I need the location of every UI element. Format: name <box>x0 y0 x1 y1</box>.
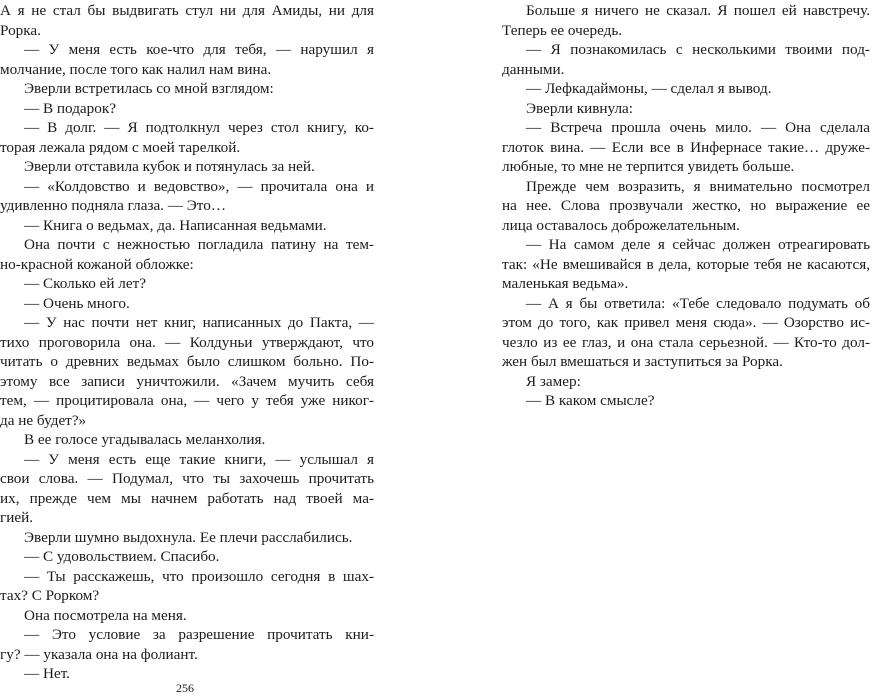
text-line: их, прежде чем мы начнем работать над твоей ма- <box>0 489 374 507</box>
text-line: — «Колдовство и ведовство», — прочитала она и <box>24 177 374 195</box>
text-line: глоток вина. — Если все в Инфернасе такие… друже- <box>502 138 870 156</box>
text-line: свои слова. — Подумал, что ты захочешь прочитать <box>0 470 374 487</box>
text-line: на нее. Слова прозвучали жестко, но выражение ее <box>502 197 870 214</box>
page-number: 256 <box>176 681 194 695</box>
text-line: — В долг. — Я подтолкнул через стол книгу, ко- <box>24 119 374 136</box>
text-line: торая лежала рядом с моей тарелкой. <box>0 138 241 156</box>
text-line: этом до того, как привел меня сюда». — Озорство ис- <box>502 314 870 331</box>
text-line: тихо проговорила она. — Колдуньи утверждают, что <box>0 333 374 351</box>
text-line: — Книга о ведьмах, да. Написанная ведьмами. <box>24 216 327 234</box>
text-line: Эверли шумно выдохнула. Ее плечи расслабились. <box>24 528 353 546</box>
text-line: — На самом деле я сейчас должен отреагировать <box>526 236 870 253</box>
text-line: А я не стал бы выдвигать стул ни для Амиды, ни для <box>0 2 374 19</box>
text-line: тем, — процитировала она, — чего у тебя уже никог- <box>0 392 374 409</box>
text-line: Прежде чем возразить, я внимательно посмотрел <box>526 177 870 195</box>
text-line: Рорка. <box>0 21 41 39</box>
text-line: — Очень много. <box>24 294 130 312</box>
text-line: — Лефкадаймоны, — сделал я вывод. <box>526 80 772 97</box>
text-line: — В подарок? <box>24 99 116 117</box>
text-line: удивленно подняла глаза. — Это… <box>0 197 227 214</box>
text-line: данными. <box>502 60 565 78</box>
text-line: тах? С Рорком? <box>0 587 100 604</box>
text-line: Эверли встретилась со мной взглядом: <box>24 80 274 97</box>
text-line: маленькая ведьма». <box>502 275 629 292</box>
text-line: да не будет?» <box>0 411 87 429</box>
text-line: лица оставалось доброжелательным. <box>502 216 740 234</box>
text-line: — У нас почти нет книг, написанных до Пакта, — <box>24 314 374 331</box>
text-line: — Нет. <box>24 665 70 682</box>
text-line: Теперь ее очередь. <box>502 21 623 39</box>
text-line: Эверли отставила кубок и потянулась за ней. <box>24 158 315 175</box>
text-line: — А я бы ответила: «Тебе следовало подумать об <box>526 294 870 312</box>
text-line: — Ты расскажешь, что произошло сегодня в шах- <box>24 567 374 585</box>
text-line: Она почти с нежностью погладила патину на тем- <box>24 236 374 253</box>
text-line: Больше я ничего не сказал. Я пошел ей навстречу. <box>526 2 870 19</box>
text-line: Эверли кивнула: <box>526 99 634 117</box>
text-line: гией. <box>0 509 34 526</box>
text-line: — Встреча прошла очень мило. — Она сделала <box>526 119 870 136</box>
text-line: — В каком смысле? <box>526 392 655 409</box>
text-line: — Я познакомилась с несколькими твоими под- <box>526 41 870 58</box>
text-line: читать о древних ведьмах было слишком больно. По- <box>0 353 374 370</box>
text-line: — Это условие за разрешение прочитать кни- <box>24 626 374 643</box>
text-line: В ее голосе угадывалась меланхолия. <box>24 431 266 448</box>
text-line: чезло из ее глаз, и она стала серьезной. — Кто-то дол- <box>502 333 870 351</box>
text-line: но-красной кожаной обложке: <box>0 255 194 273</box>
text-line: Она посмотрела на меня. <box>24 606 187 624</box>
text-line: жен был вмешаться и заступиться за Рорка. <box>502 353 783 370</box>
text-line: молчание, после того как налил нам вина. <box>0 60 272 78</box>
text-line: этому все записи уничтожили. «Зачем мучить себя <box>0 372 374 390</box>
text-line: — С удовольствием. Спасибо. <box>24 548 220 565</box>
right-page-text <box>502 1 870 411</box>
text-line: так: «Не вмешивайся в дела, которые тебя не касаются, <box>502 255 870 273</box>
text-line: любные, то мне не терпится увидеть больше. <box>502 158 795 175</box>
left-page-text <box>0 1 374 684</box>
text-line: гу? — указала она на фолиант. <box>0 645 198 663</box>
text-line: — У меня есть кое-что для тебя, — нарушил я <box>24 41 374 58</box>
text-line: — Сколько ей лет? <box>24 275 146 292</box>
text-line: — У меня есть еще такие книги, — услышал я <box>24 450 374 468</box>
text-line: Я замер: <box>526 372 581 390</box>
